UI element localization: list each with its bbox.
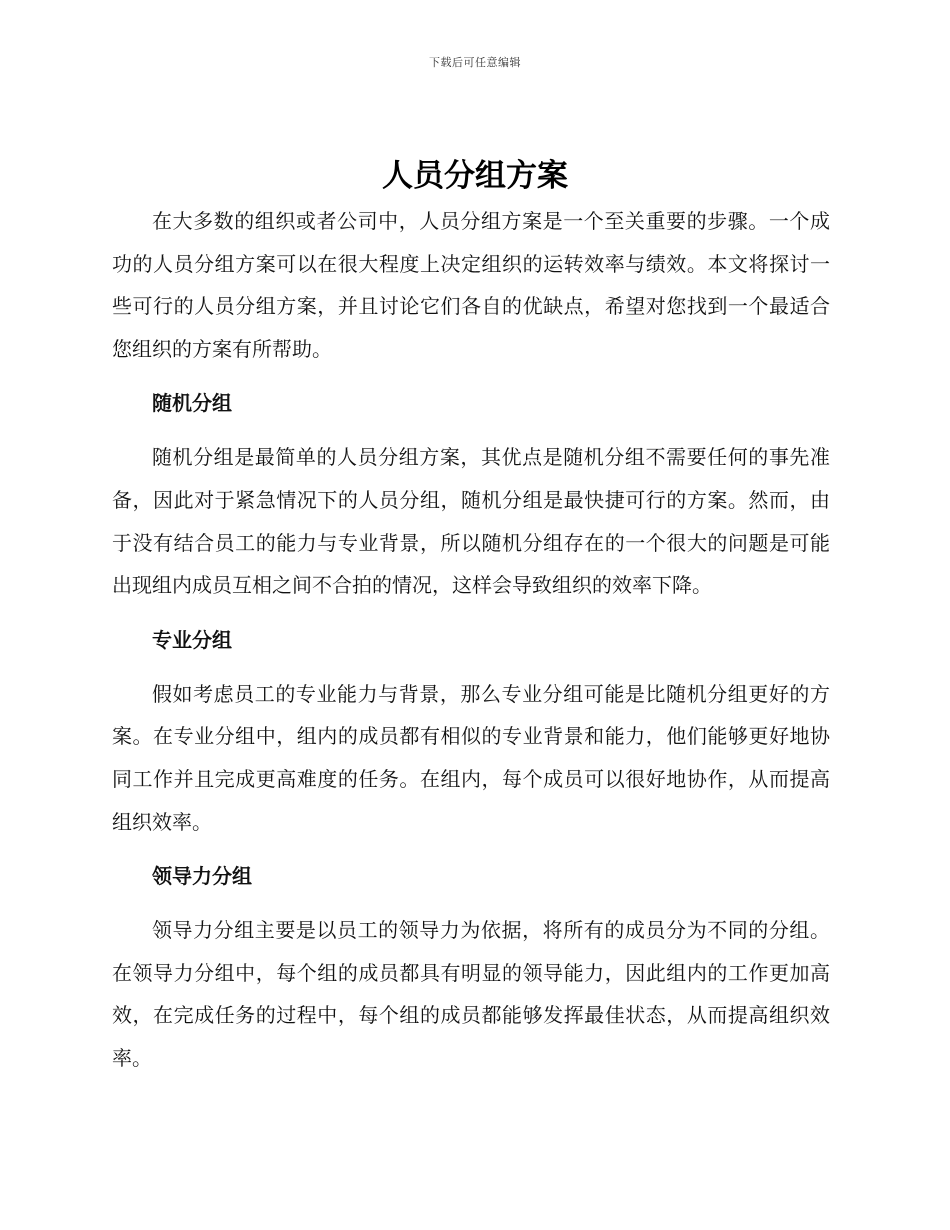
section-heading-professional: 专业分组 <box>152 627 232 652</box>
section-body-leadership: 领导力分组主要是以员工的领导力为依据，将所有的成员分为不同的分组。在领导力分组中，每个组的成员都具有明显的领导能力，因此组内的工作更加高效，在完成任务的过程中，每个组的成员都能够发挥最佳状态，从而提高组织效率。 <box>112 918 830 1070</box>
intro-paragraph: 在大多数的组织或者公司中，人员分组方案是一个至关重要的步骤。一个成功的人员分组方案可以在很大程度上决定组织的运转效率与绩效。本文将探讨一些可行的人员分组方案，并且讨论它们各自的优缺点，希望对您找到一个最适合您组织的方案有所帮助。 <box>112 209 830 361</box>
section-body-professional: 假如考虑员工的专业能力与背景，那么专业分组可能是比随机分组更好的方案。在专业分组中，组内的成员都有相似的专业背景和能力，他们能够更好地协同工作并且完成更高难度的任务。在组内，每个成员可以很好地协作，从而提高组织效率。 <box>112 681 830 834</box>
document-title: 人员分组方案 <box>382 158 568 194</box>
document-body <box>112 200 830 1080</box>
header-note: 下载后可任意编辑 <box>429 56 521 69</box>
section-heading-random: 随机分组 <box>152 391 232 416</box>
section-body-random: 随机分组是最简单的人员分组方案，其优点是随机分组不需要任何的事先准备，因此对于紧急情况下的人员分组，随机分组是最快捷可行的方案。然而，由于没有结合员工的能力与专业背景，所以随机分组存在的一个很大的问题是可能出现组内成员互相之间不合拍的情况，这样会导致组织的效率下降。 <box>112 445 830 598</box>
section-heading-leadership: 领导力分组 <box>152 864 252 889</box>
